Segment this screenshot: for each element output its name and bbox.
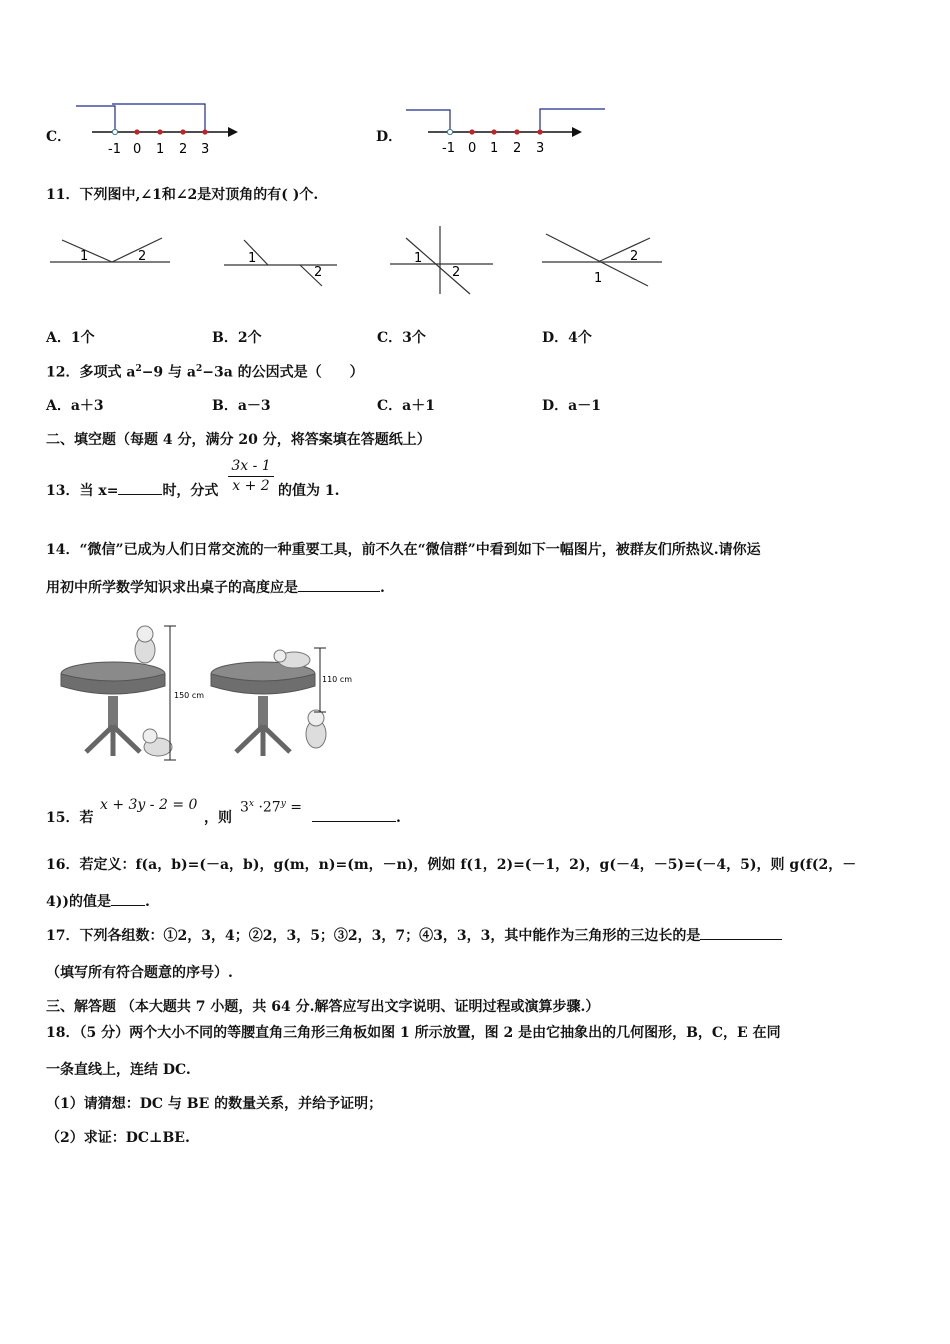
question-17-line1: 17．下列各组数：①2，3，4；②2，3，5；③2，3，7；④3，3，3，其中能作为三角形的三边长的是	[46, 929, 782, 943]
tick-label: 2	[513, 141, 522, 156]
question-18-part1: （1）请猜想：DC 与 BE 的数量关系，并给予证明；	[46, 1096, 383, 1112]
option-b: B．a－3	[212, 398, 271, 414]
option-c-label: C．	[46, 129, 72, 145]
question-15-condition: x + 3y - 2 = 0	[100, 797, 198, 813]
angle-label-2: 2	[630, 249, 639, 264]
tick-label: 3	[536, 141, 545, 156]
question-16-line2: 4))的值是 .	[46, 894, 150, 910]
tick-label: 3	[201, 142, 210, 157]
question-15-prefix: 15．若	[46, 810, 94, 826]
tick-label: -1	[442, 141, 455, 156]
question-14-line2: 用初中所学数学知识求出桌子的高度应是 .	[46, 580, 385, 596]
section-heading-3: 三、解答题 （本大题共 7 小题，共 64 分.解答应写出文字说明、证明过程或演算步骤.）	[46, 999, 600, 1015]
number-line-c	[70, 98, 245, 158]
question-13-end: 的值为 1.	[278, 483, 340, 499]
angle-label-2: 2	[138, 249, 147, 264]
height-label-1: 150 cm	[174, 691, 205, 700]
option-a: A．1个	[46, 330, 95, 346]
question-12: 12．多项式 $a^2-9$ 与 $a^2-3a$ 的公因式是（ ）	[46, 364, 364, 381]
answer-blank	[312, 821, 396, 822]
tick-label: 0	[468, 141, 477, 156]
answer-blank	[700, 939, 782, 940]
angle-figure-2	[222, 236, 342, 288]
angle-label-1: 1	[594, 271, 603, 286]
tick-label: 1	[156, 142, 165, 157]
question-18-line2: 一条直线上，连结 DC.	[46, 1062, 191, 1078]
angle-figure-4	[540, 228, 664, 290]
answer-blank	[118, 494, 162, 495]
angle-label-1: 1	[414, 251, 423, 266]
question-13: 13．当 x= 时，分式	[46, 483, 219, 499]
tick-label: 1	[490, 141, 499, 156]
fraction	[228, 458, 274, 495]
question-11: 11．下列图中,∠1和∠2是对顶角的有( )个.	[46, 187, 319, 203]
angle-label-1: 1	[248, 251, 257, 266]
height-label-2: 110 cm	[322, 675, 353, 684]
angle-label-1: 1	[80, 249, 89, 264]
question-14-line1: 14．“微信”已成为人们日常交流的一种重要工具，前不久在“微信群”中看到如下一幅图片，被群友们所热议.请你运	[46, 542, 761, 558]
question-15-mid: ，则	[204, 810, 232, 826]
angle-figure-1	[48, 228, 173, 273]
option-d: D．4个	[542, 330, 592, 346]
option-a: A．a＋3	[46, 398, 104, 414]
question-18-line1: 18．（5 分）两个大小不同的等腰直角三角形三角板如图 1 所示放置，图 2 是由它抽象出的几何图形，B，C，E 在同	[46, 1025, 781, 1041]
question-16-line1: 16．若定义：f(a，b)=(－a，b)，g(m，n)=(m，－n)，例如 f(1，2)=(－1，2)，g(－4，－5)=(－4，5)，则 g(f(2，－	[46, 857, 857, 873]
question-17-line2: （填写所有符合题意的序号）.	[46, 965, 233, 981]
angle-label-2: 2	[314, 265, 323, 280]
tick-label: -1	[108, 142, 121, 157]
option-d-label: D．	[376, 129, 403, 145]
option-d: D．a－1	[542, 398, 601, 414]
section-heading-2: 二、填空题（每题 4 分，满分 20 分，将答案填在答题纸上）	[46, 432, 431, 448]
table-cat-picture	[58, 622, 353, 770]
fraction-denominator: x + 2	[232, 478, 270, 494]
angle-label-2: 2	[452, 265, 461, 280]
angle-figure-3	[388, 224, 496, 296]
answer-blank	[298, 591, 380, 592]
number-line-d	[402, 102, 607, 160]
question-15-blank: .	[312, 811, 401, 825]
option-c: C．3个	[377, 330, 426, 346]
option-b: B．2个	[212, 330, 262, 346]
tick-label: 2	[179, 142, 188, 157]
fraction-numerator: 3x - 1	[231, 458, 271, 474]
question-18-part2: （2）求证：DC⊥BE.	[46, 1130, 190, 1146]
option-c: C．a＋1	[377, 398, 435, 414]
question-15-expression: $3^x \cdot 27^y$ =	[240, 799, 302, 816]
answer-blank	[111, 905, 145, 906]
tick-label: 0	[133, 142, 142, 157]
